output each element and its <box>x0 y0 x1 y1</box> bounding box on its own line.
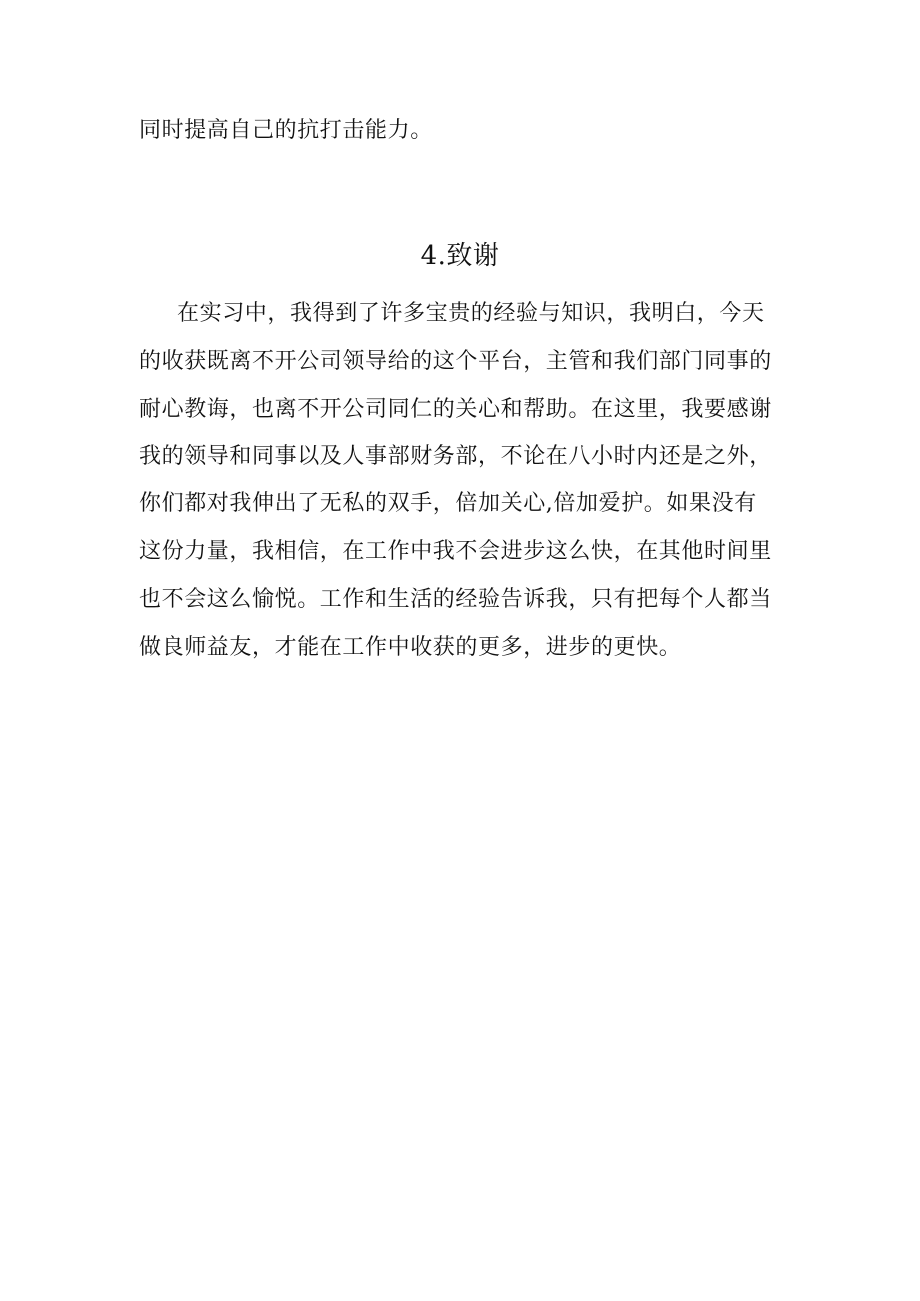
paragraph-line: 也不会这么愉悦。工作和生活的经验告诉我，只有把每个人都当 <box>139 587 772 612</box>
paragraph-line: 做良师益友，才能在工作中收获的更多，进步的更快。 <box>139 635 682 660</box>
paragraph-line: 的收获既离不开公司领导给的这个平台，主管和我们部门同事的 <box>139 349 772 374</box>
paragraph-line: 耐心教诲，也离不开公司同仁的关心和帮助。在这里，我要感谢 <box>139 397 772 422</box>
paragraph-line: 我的领导和同事以及人事部财务部，不论在八小时内还是之外， <box>139 444 772 469</box>
paragraph-line: 这份力量，我相信，在工作中我不会进步这么快，在其他时间里 <box>139 539 772 564</box>
paragraph-line: 在实习中，我得到了许多宝贵的经验与知识，我明白，今天 <box>177 301 765 326</box>
paragraph-line: 你们都对我伸出了无私的双手，倍加关心,倍加爱护。如果没有 <box>139 491 757 516</box>
carryover-text-line: 同时提高自己的抗打击能力。 <box>139 118 433 143</box>
section-heading: 4.致谢 <box>420 241 500 271</box>
